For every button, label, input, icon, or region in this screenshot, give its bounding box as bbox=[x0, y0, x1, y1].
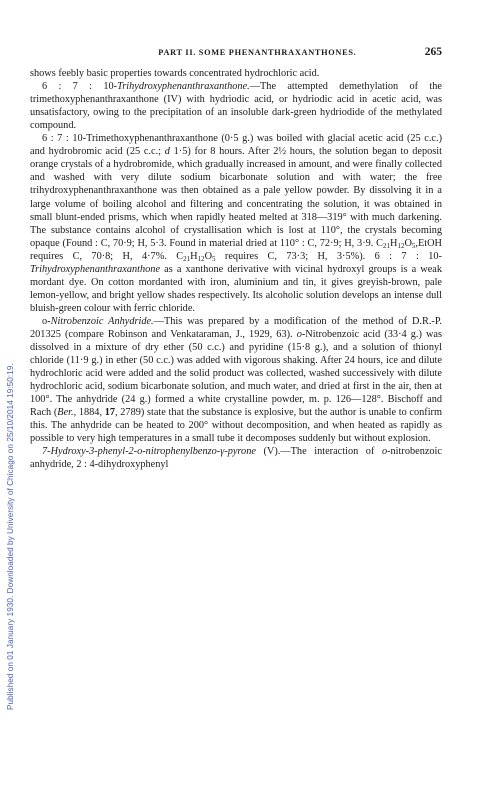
running-title: PART II. SOME PHENANTHRAXANTHONES. bbox=[158, 48, 357, 57]
paragraph-basic-properties: shows feebly basic properties towards concentrated hydrochloric acid. bbox=[30, 68, 320, 80]
section-heading-anhydride: Nitrobenzoic Anhydride. bbox=[50, 315, 154, 327]
page-number: 265 bbox=[424, 46, 442, 58]
download-notice-text: Published on 01 January 1930. Downloaded by University of Chicago on 25/10/2014 19:50:19. bbox=[6, 363, 15, 710]
paragraph-nitrobenzoic-anhydride: o-Nitrobenzoic Anhydride.—This was prepared by a modification of the method of D.R.-P. 201325 (compare Robinson and Venkataraman, J., 1929, 63). o-Nitrobenzoic acid (33·4 g.) was dissolved in a mixture of dry ether (50 c.c.) and pyridine (15·8 g.), and a solution of thionyl chloride (11·9 g.) in ether (50 c.c.) was added with vigorous shaking. After 24 hours, ice and dilute hydrochloric acid were added and the solid product was collected, washed successively with dilute hydrochloric acid, sodium bicarbonate solution, and much water, and dried at first in the air, then at 100°. The anhydride (24 g.) formed a white crystalline powder, m. p. 126—128°. Bischoff and Rach (Ber., 1884, 17, 2789) state that the substance is explosive, but the author is unable to confirm this. The anhydride can be heated to 200° without decomposition, and when heated as rapidly as possible to very high temperatures in a small tube it decomposes suddenly but without explosion. bbox=[30, 315, 442, 445]
formula-anhydrous: $C_{21}H_{12}O_5$ bbox=[176, 250, 216, 263]
paragraph-trimethoxy-procedure: 6 : 7 : 10-Trimethoxyphenanthraxanthone (0·5 g.) was boiled with glacial acetic acid (25 c.c.) and hydrobromic acid (25 c.c.; d 1·5) for 8 hours. After 2½ hours, the solution began to deposit orange crystals of a hydrobromide, which gradually increased in amount, and were finally collected and washed with very dilute sodium bicarbonate solution and with water; the free trihydroxyphenanthraxanthone was then obtained as a pale yellow powder. By dissolving it in a large volume of boiling alcohol and filtering and concentrating the solution, it was obtained in small blunt-ended prisms, which when rapidly heated melted at 318—319° with much darkening. The substance contains alcohol of crystallisation which is lost at 110°, the crystals becoming opaque (Found : C, 70·9; H, 5·3. Found in material dried at 110° : C, 72·9; H, 3·9. $C_{21}H_{12}O_5,EtOH$ requires C, 70·8; H, 4·7%. $C_{21}H_{12}O_5$ requires C, 73·3; H, 3·5%). 6 : 7 : 10-Trihydroxyphenanthraxanthone as a xanthone derivative with vicinal hydroxyl groups is a weak mordant dye. On cotton mordanted with iron, aluminium and tin, it gives greyish-brown, pale lemon-yellow, and bright yellow shades respectively. Its alcoholic solution develops an intense dull bluish-green colour with ferric chloride. bbox=[30, 133, 442, 314]
download-notice bbox=[6, 70, 20, 710]
paragraph-hydroxy-pyrone: 7-Hydroxy-3-phenyl-2-o-nitrophenylbenzo-γ-pyrone (V).—The interaction of o-nitrobenzoic anhydride, 2 : 4-dihydroxyphenyl bbox=[30, 446, 442, 471]
running-header bbox=[30, 46, 442, 59]
section-heading-trihydroxy: Trihydroxyphenanthraxanthone. bbox=[117, 81, 250, 93]
formula-ethanolate: $C_{21}H_{12}O_5$ bbox=[376, 237, 416, 250]
section-heading-pyrone: 7-Hydroxy-3-phenyl-2-o-nitrophenylbenzo-γ-pyrone bbox=[42, 446, 256, 458]
paragraph-demethylation: 6 : 7 : 10-Trihydroxyphenanthraxanthone.—The attempted demethylation of the trimethoxyphenanthraxanthone (IV) with hydriodic acid, or hydriodic acid in acetic acid, was unsatisfactory, owing to the precipitation of an insoluble dark-green hydriodide of the methylated compound. bbox=[30, 81, 443, 132]
journal-page bbox=[30, 46, 442, 472]
